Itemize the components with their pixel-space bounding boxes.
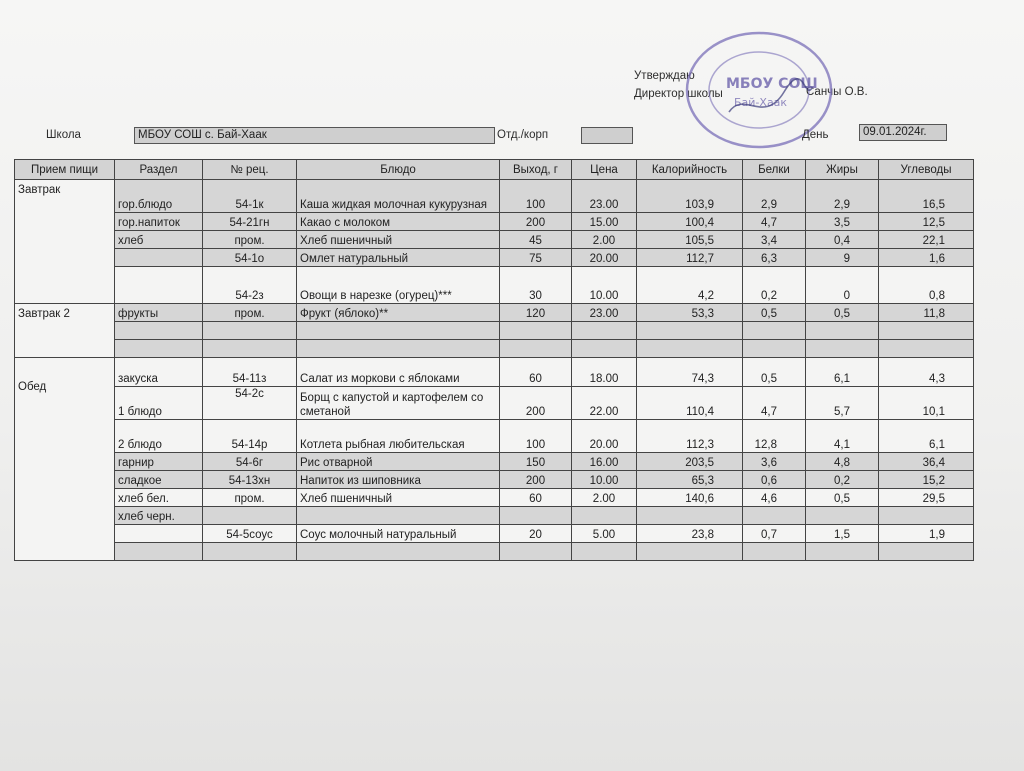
table-row <box>15 322 974 340</box>
col-recipe: № рец. <box>203 160 297 180</box>
meal-breakfast2: Завтрак 2 <box>15 304 115 358</box>
svg-text:Бай-Хаак: Бай-Хаак <box>734 96 788 109</box>
school-label: Школа <box>46 129 81 141</box>
table-row: 54-2з Овощи в нарезке (огурец)*** 30 10.00 4,2 0,2 0 0,8 <box>15 267 974 304</box>
table-row: хлеб бел. пром. Хлеб пшеничный 60 2.00 140,6 4,6 0,5 29,5 <box>15 489 974 507</box>
day-field: 09.01.2024г. <box>859 124 947 141</box>
director-name: Санчы О.В. <box>806 86 868 98</box>
director-label: Директор школы <box>634 88 723 100</box>
menu-table <box>14 159 974 561</box>
table-row: Обед закуска 54-11з Салат из моркови с яблоками 60 18.00 74,3 0,5 6,1 4,3 <box>15 358 974 387</box>
approve-label: Утверждаю <box>634 70 695 82</box>
table-row: 54-1о Омлет натуральный 75 20.00 112,7 6,3 9 1,6 <box>15 249 974 267</box>
table-row: сладкое 54-13хн Напиток из шиповника 200 10.00 65,3 0,6 0,2 15,2 <box>15 471 974 489</box>
table-row <box>15 340 974 358</box>
col-price: Цена <box>572 160 637 180</box>
svg-text:МБОУ СОШ: МБОУ СОШ <box>726 76 818 92</box>
col-section: Раздел <box>115 160 203 180</box>
table-header <box>15 160 974 180</box>
table-row: гор.напиток 54-21гн Какао с молоком 200 15.00 100,4 4,7 3,5 12,5 <box>15 213 974 231</box>
table-row <box>15 543 974 561</box>
meal-lunch: Обед <box>15 358 115 561</box>
col-protein: Белки <box>743 160 806 180</box>
dept-field <box>581 127 633 144</box>
col-kcal: Калорийность <box>637 160 743 180</box>
table-row: Завтрак гор.блюдо 54-1к Каша жидкая молочная кукурузная 100 23.00 103,9 2,9 2,9 16,5 <box>15 180 974 213</box>
col-yield: Выход, г <box>500 160 572 180</box>
school-field: МБОУ СОШ с. Бай-Хаак <box>134 127 495 144</box>
dept-label: Отд./корп <box>497 129 549 141</box>
table-row: хлеб черн. <box>15 507 974 525</box>
col-fat: Жиры <box>806 160 879 180</box>
table-row: 2 блюдо 54-14р Котлета рыбная любительская 100 20.00 112,3 12,8 4,1 6,1 <box>15 420 974 453</box>
col-dish: Блюдо <box>297 160 500 180</box>
table-row: Завтрак 2 фрукты пром. Фрукт (яблоко)** 120 23.00 53,3 0,5 0,5 11,8 <box>15 304 974 322</box>
table-row: 1 блюдо 54-2с Борщ с капустой и картофелем со сметаной 200 22.00 110,4 4,7 5,7 10,1 <box>15 387 974 420</box>
table-row: хлеб пром. Хлеб пшеничный 45 2.00 105,5 3,4 0,4 22,1 <box>15 231 974 249</box>
table-row: гарнир 54-6г Рис отварной 150 16.00 203,5 3,6 4,8 36,4 <box>15 453 974 471</box>
day-label: День <box>802 129 829 141</box>
table-row: 54-5соус Соус молочный натуральный 20 5.00 23,8 0,7 1,5 1,9 <box>15 525 974 543</box>
meal-breakfast: Завтрак <box>15 180 115 304</box>
col-meal: Прием пищи <box>15 160 115 180</box>
col-carbs: Углеводы <box>879 160 974 180</box>
